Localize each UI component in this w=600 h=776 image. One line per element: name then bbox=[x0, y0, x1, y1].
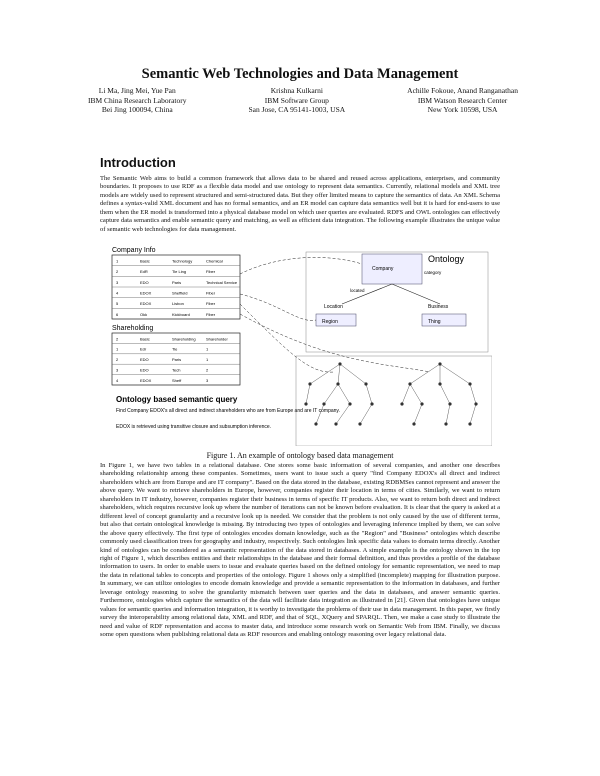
tree-edge bbox=[360, 404, 372, 424]
author-group-1 bbox=[88, 86, 187, 115]
author-group-2 bbox=[249, 86, 346, 115]
table-cell: Lisbon bbox=[172, 301, 184, 307]
table-cell: 1 bbox=[116, 258, 119, 264]
table-cell: Edr bbox=[140, 346, 147, 352]
table-cell: 2 bbox=[206, 367, 209, 373]
tree-edge bbox=[310, 364, 340, 384]
author-names: Li Ma, Jing Mei, Yue Pan bbox=[98, 86, 176, 95]
table-cell: Okk bbox=[140, 311, 148, 317]
author-org: IBM Software Group bbox=[264, 95, 329, 105]
author-org: IBM China Research Laboratory bbox=[88, 95, 187, 105]
author-address: New York 10598, USA bbox=[427, 105, 498, 115]
table-cell: Sheff bbox=[172, 377, 182, 383]
domain-trees bbox=[304, 362, 477, 425]
query-note: EDOX is retrieved using transitive closure and subsumption inference. bbox=[116, 424, 272, 430]
tree-edge bbox=[402, 384, 410, 404]
table-cell: Tie bbox=[172, 346, 178, 352]
query-heading: Ontology based semantic query bbox=[116, 395, 238, 404]
table-cell: 4 bbox=[116, 290, 119, 296]
tree-edge bbox=[446, 404, 450, 424]
table-cell: EdR bbox=[140, 269, 148, 275]
ontology-label: Ontology bbox=[428, 254, 465, 264]
business-node: Business bbox=[428, 304, 449, 310]
region-node: Region bbox=[322, 319, 338, 325]
table-cell: 2 bbox=[116, 336, 119, 342]
shareholding-table bbox=[112, 336, 240, 385]
table-cell: Fiber bbox=[206, 290, 216, 296]
table-cell: 3 bbox=[116, 367, 119, 373]
table-cell: Tie Ling bbox=[172, 269, 187, 275]
author-org: IBM Watson Research Center bbox=[417, 95, 508, 105]
table-cell: EDO bbox=[140, 357, 149, 363]
table-cell: Sheffield bbox=[172, 290, 188, 296]
table-cell: 1 bbox=[116, 346, 119, 352]
figure-caption: Figure 1. An example of ontology based data management bbox=[206, 451, 394, 460]
tree-edge bbox=[336, 404, 350, 424]
table-cell: EDO bbox=[140, 279, 149, 285]
table-cell: Tech bbox=[172, 367, 181, 373]
table-cell: 3 bbox=[116, 279, 119, 285]
table-cell: 4 bbox=[116, 377, 119, 383]
edge-location bbox=[342, 284, 392, 304]
intro-paragraph-2: In Figure 1, we have two tables in a relational database. One stores some basic information of several companies, and another one describes shareholding relationship among these companies. Sometimes, users want to issue such a query "find Company EDOX's all direct and indirect shareholders which are from Europe and are IT company". Based on the data stored in the database, existing RDBMSes cannot represent and answer the above query. We want to retrieve shareholders in Europe, however, companies register their location in terms of cities. Similarly, we want to return shareholders in IT industry, however, companies register their business in terms of specific IT products. Also, we want to return both direct and indirect shareholders, which requires recursive look up where the number of iterations can not be known before evaluation. It is clear that the query is asked at a different level of concept granularity and a recursive look up is needed. We consider that the problem is not only caused by the use of different terms, but also that certain ontological knowledge is missing. By introducing two types of ontologies and leveraging inference implied by them, we can solve the above query effectively. The first type of ontologies encodes domain knowledge, such as the "Region" and "Business" ontologies which describe commonly used classification trees for geography and industry, respectively. Such ontologies link specific data values to domain terms directly. Another kind of ontologies can be considered as a semantic representation of the data stored in databases. A simple example is the ontology shown in the top right of Figure 1, which describes entities and their relationships in the database and their formal definition, and thus provides a profile of the database information to users. In order to enable users to issue and evaluate queries based on the defined ontology for semantic representation, we need to map the data in relational tables to concepts and properties of the ontology. Figure 1 shows only a simplified (incomplete) mapping for illustration purpose. In summary, we can utilize ontologies to encode domain knowledge and provide a semantic representation to the information in databases, and further leverage ontology reasoning to solve the granularity mismatch between user queries and the data in databases, and answer semantic queries. Furthermore, ontologies which capture the semantics of the data will facilitate data integration as illustrated in [21]. Given that ontologies have unique values for semantic queries and information integration, it is worthy to investigate the problems of their use in data management. In this paper, we firstly survey the interoperability among relational data, XML and RDF, and that of SQL, XQuery and SPARQL. Then, we make a case study to illustrate the need and value of RDF representation and access to master data, and introduce some research work on Semantic Web from IBM. Finally, we discuss some open questions when publishing relational data as RDF resources and enabling ontology reasoning over legacy relational data. bbox=[100, 462, 500, 639]
tree-edge bbox=[324, 384, 338, 404]
table-cell: EDOX bbox=[140, 290, 152, 296]
table-cell: 1 bbox=[206, 346, 209, 352]
table-cell: EDOX bbox=[140, 377, 152, 383]
table-cell: EDO bbox=[140, 367, 149, 373]
location-node: Location bbox=[324, 304, 343, 310]
company-table bbox=[112, 258, 240, 319]
table-cell: 5 bbox=[116, 301, 119, 307]
table-cell: EDOX bbox=[140, 301, 152, 307]
domain-ontology-panel bbox=[296, 356, 492, 446]
edge-business bbox=[392, 284, 440, 304]
paper-title: Semantic Web Technologies and Data Management bbox=[141, 66, 459, 82]
table-cell: 6 bbox=[116, 311, 119, 317]
author-names: Achille Fokoue, Anand Ranganathan bbox=[407, 86, 518, 95]
table-cell: Paris bbox=[172, 279, 182, 285]
tree-edge bbox=[470, 404, 476, 424]
author-names: Krishna Kulkarni bbox=[270, 86, 323, 95]
table-cell: Paris bbox=[172, 357, 182, 363]
tree-edge bbox=[410, 364, 440, 384]
table-cell: Shareholder bbox=[206, 336, 228, 342]
mapping-curve-1 bbox=[240, 257, 362, 274]
table-cell: Shareholding bbox=[172, 336, 196, 342]
located-label: located bbox=[350, 288, 365, 293]
table-cell: 3 bbox=[206, 377, 209, 383]
tree-edge bbox=[366, 384, 372, 404]
author-address: San Jose, CA 95141-1003, USA bbox=[248, 105, 346, 115]
table-cell: 2 bbox=[116, 269, 119, 275]
tree-edge bbox=[340, 364, 366, 384]
shareholding-label: Shareholding bbox=[112, 325, 154, 332]
tree-edge bbox=[470, 384, 476, 404]
section-heading: Introduction bbox=[100, 155, 176, 170]
table-cell: Fiber bbox=[206, 269, 216, 275]
tree-edge bbox=[414, 404, 422, 424]
table-cell: Fiber bbox=[206, 311, 216, 317]
company-info-label: Company Info bbox=[112, 247, 156, 254]
thing-node: Thing bbox=[428, 319, 441, 325]
tree-edge bbox=[306, 384, 310, 404]
category-label: category bbox=[424, 270, 442, 275]
author-address: Bei Jing 100094, China bbox=[101, 105, 173, 115]
tree-edge bbox=[338, 384, 350, 404]
author-block bbox=[88, 86, 518, 115]
company-node: Company bbox=[372, 266, 394, 272]
table-cell: Chemical bbox=[206, 258, 223, 264]
query-text: Find Company EDOX's all direct and indirect shareholders who are from Europe and are IT company. bbox=[116, 408, 340, 414]
tree-edge bbox=[440, 384, 450, 404]
table-cell: Basic bbox=[140, 258, 150, 264]
figure-1 bbox=[110, 244, 492, 446]
table-cell: Technology bbox=[172, 258, 193, 264]
tree-edge bbox=[316, 404, 324, 424]
tree-edge bbox=[440, 364, 470, 384]
tree-edge bbox=[410, 384, 422, 404]
table-cell: Basic bbox=[140, 336, 150, 342]
tree-edge bbox=[338, 364, 340, 384]
table-cell: Technical Service bbox=[206, 279, 238, 285]
mapping-curve-2 bbox=[240, 294, 316, 321]
table-cell: Kickboard bbox=[172, 311, 190, 317]
table-cell: Fiber bbox=[206, 301, 216, 307]
author-group-3 bbox=[407, 86, 518, 115]
table-cell: 1 bbox=[206, 357, 209, 363]
table-cell: 2 bbox=[116, 357, 119, 363]
intro-paragraph-1: The Semantic Web aims to build a common framework that allows data to be shared and reused across applications, enterprises, and community boundaries. It proposes to use RDF as a flexible data model and use ontology to represent data semantics. Currently, relational models and XML tree models are widely used to represent structured and semi-structured data. But they offer limited means to capture the semantics of data. An XML Schema defines a syntax-valid XML document and has no formal semantics, and an ER model can capture data semantics well but it is hard for end-users to use them when the ER model is transformed into a physical database model on which user queries are evaluated. RDFS and OWL ontologies can effectively capture data semantics and enable semantic query and matching, as well as efficient data integration. The following example illustrates the unique value of semantic web technologies for data management. bbox=[100, 175, 500, 233]
